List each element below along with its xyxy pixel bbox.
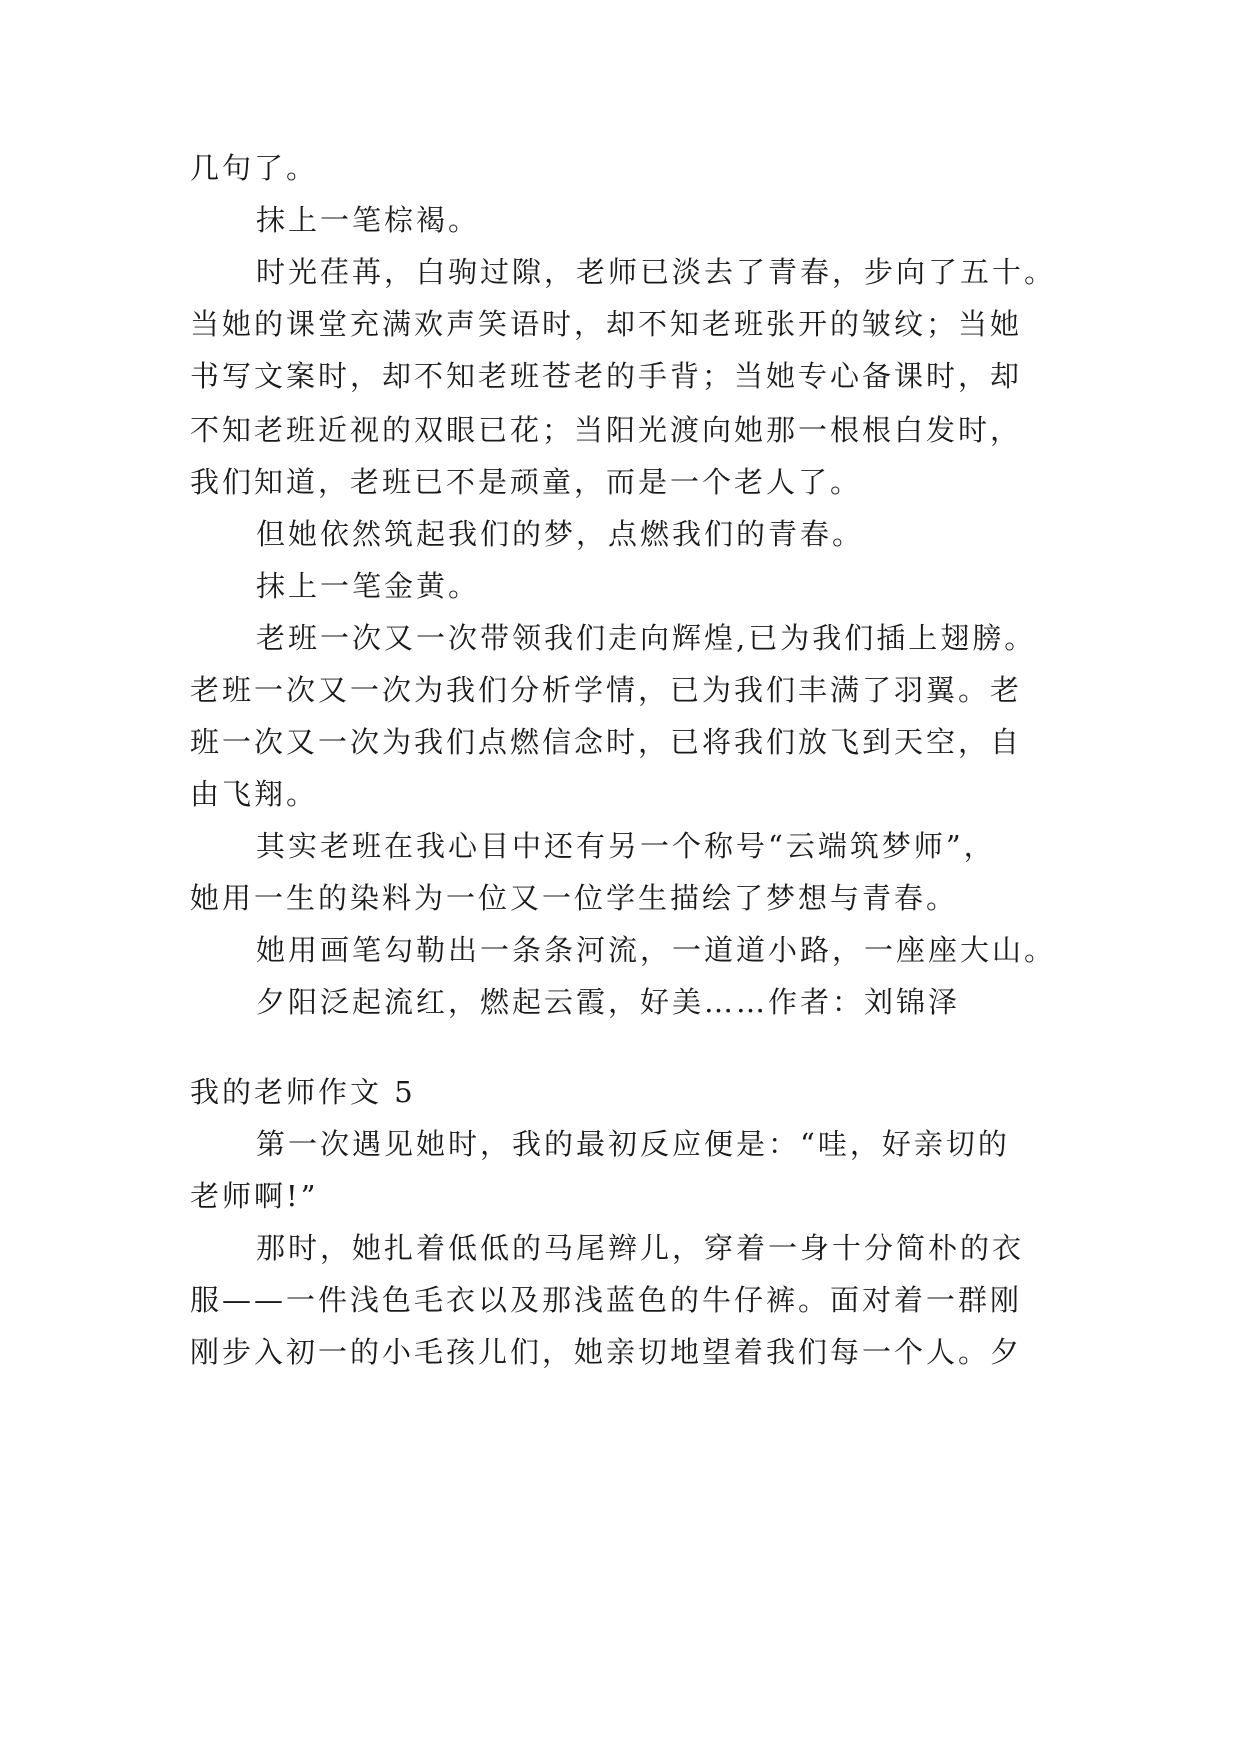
text-line: 服——一件浅色毛衣以及那浅蓝色的牛仔裤。面对着一群刚: [190, 1283, 1023, 1317]
text-line: 老班一次又一次带领我们走向辉煌,已为我们插上翅膀。: [256, 621, 1037, 655]
text-line: 但她依然筑起我们的梦，点燃我们的青春。: [256, 517, 865, 551]
text-line: 夕阳泛起流红，燃起云霞，好美……作者：刘锦泽: [256, 985, 961, 1019]
text-line: 书写文案时，却不知老班苍老的手背；当她专心备课时，却: [190, 359, 1023, 393]
text-line: 几句了。: [190, 151, 319, 185]
text-line: 抹上一笔金黄。: [256, 569, 481, 603]
text-line: 时光荏苒，白驹过隙，老师已淡去了青春，步向了五十。: [256, 255, 1057, 289]
text-line: 我们知道，老班已不是顽童，而是一个老人了。: [190, 465, 863, 499]
text-line: 刚步入初一的小毛孩儿们，她亲切地望着我们每一个人。夕: [190, 1335, 1023, 1369]
text-line: 她用画笔勾勒出一条条河流，一道道小路，一座座大山。: [256, 933, 1057, 967]
section-heading: 我的老师作文 5: [190, 1075, 416, 1109]
text-line: 第一次遇见她时，我的最初反应便是：“哇，好亲切的: [256, 1127, 1010, 1161]
text-line: 那时，她扎着低低的马尾辫儿，穿着一身十分简朴的衣: [256, 1231, 1025, 1265]
text-line: 她用一生的染料为一位又一位学生描绘了梦想与青春。: [190, 881, 959, 915]
text-line: 抹上一笔棕褐。: [256, 203, 481, 237]
text-line: 由飞翔。: [190, 777, 319, 811]
text-line: 班一次又一次为我们点燃信念时，已将我们放飞到天空，自: [190, 725, 1023, 759]
text-line: 当她的课堂充满欢声笑语时，却不知老班张开的皱纹；当她: [190, 307, 1023, 341]
text-line: 其实老班在我心目中还有另一个称号“云端筑梦师”，: [256, 829, 996, 863]
text-line: 老班一次又一次为我们分析学情，已为我们丰满了羽翼。老: [190, 673, 1023, 707]
text-line: 老师啊!”: [190, 1179, 319, 1213]
text-line: 不知老班近视的双眼已花；当阳光渡向她那一根根白发时，: [190, 413, 1023, 447]
